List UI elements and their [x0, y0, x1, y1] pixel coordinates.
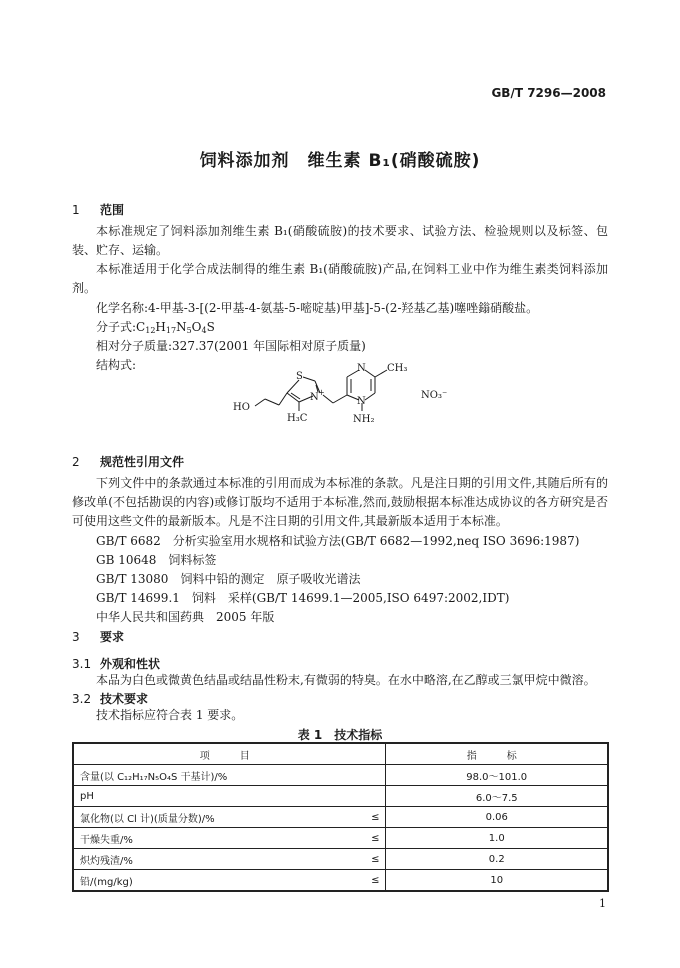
chemical-name: 化学名称:4-甲基-3-[(2-甲基-4-氨基-5-嘧啶基)甲基]-5-(2-羟基乙基)噻唑鎓硝酸盐。	[96, 301, 539, 315]
structural-formula-diagram	[225, 355, 465, 435]
table-caption: 表 1 技术指标	[297, 728, 383, 742]
column-header-value: 指 标	[386, 743, 608, 765]
row-value: 6.0～7.5	[386, 786, 608, 807]
reference-item: GB/T 6682 分析实验室用水规格和试验方法(GB/T 6682—1992,neq ISO 3696:1987)	[96, 534, 580, 548]
struct-plus-label: +	[318, 388, 325, 397]
row-value: 1.0	[386, 828, 608, 849]
row-operator	[334, 786, 386, 807]
section-1-paragraph-1: 本标准规定了饲料添加剂维生素 B₁(硝酸硫胺)的技术要求、试验方法、检验规则以及标签、包装、贮存、运输。	[72, 224, 608, 257]
table-row	[73, 828, 608, 849]
molecular-mass: 相对分子质量:327.37(2001 年国际相对原子质量)	[96, 339, 366, 353]
struct-s-label: S	[296, 371, 303, 382]
row-operator: ≤	[334, 870, 386, 892]
section-3-1-heading: 3.1 外观和性状	[72, 657, 161, 671]
struct-n2-label: N	[357, 396, 366, 407]
struct-n1-label: N	[357, 363, 366, 374]
section-3-1-text: 本品为白色或微黄色结晶或结晶性粉末,有微弱的特臭。在水中略溶,在乙醇或三氯甲烷中微溶。	[96, 673, 596, 687]
molecular-formula: 分子式$:C_{12}H_{17}N_5O_4S$	[96, 320, 215, 335]
table-row	[73, 765, 608, 786]
row-item-name: 氯化物(以 Cl 计)(质量分数)/%	[73, 807, 334, 828]
struct-h3c-label: H₃C	[287, 413, 308, 424]
reference-item: GB/T 14699.1 饲料 采样(GB/T 14699.1—2005,ISO 6497:2002,IDT)	[96, 591, 510, 605]
row-item-name: pH	[73, 786, 334, 807]
section-1-paragraph-2: 本标准适用于化学合成法制得的维生素 B₁(硝酸硫胺)产品,在饲料工业中作为维生素类饲料添加剂。	[72, 262, 608, 295]
row-operator: ≤	[334, 849, 386, 870]
struct-ho-label: HO	[233, 402, 250, 413]
structure-label: 结构式:	[96, 358, 137, 372]
section-2-heading: 2 规范性引用文件	[72, 455, 185, 469]
section-1-heading: 1 范围	[72, 203, 125, 217]
table-row	[73, 786, 608, 807]
section-3-2-heading: 3.2 技术要求	[72, 692, 149, 706]
struct-nplus-label: N	[310, 392, 319, 403]
reference-item: 中华人民共和国药典 2005 年版	[96, 610, 275, 624]
row-item-name: 干燥失重/%	[73, 828, 334, 849]
section-3-2-text: 技术指标应符合表 1 要求。	[96, 708, 244, 722]
reference-item: GB 10648 饲料标签	[96, 553, 217, 567]
row-operator	[334, 765, 386, 786]
table-header-row	[73, 743, 608, 765]
row-operator: ≤	[334, 807, 386, 828]
page-number: 1	[599, 897, 606, 910]
row-item-name: 铅/(mg/kg)	[73, 870, 334, 892]
table-row	[73, 870, 608, 892]
row-value: 98.0～101.0	[386, 765, 608, 786]
standard-number: GB/T 7296—2008	[491, 86, 606, 100]
row-item-name: 含量(以 C₁₂H₁₇N₅O₄S 干基计)/%	[73, 765, 334, 786]
document-title: 饲料添加剂 维生素 B₁(硝酸硫胺)	[199, 151, 481, 171]
section-3-heading: 3 要求	[72, 630, 125, 644]
table-row	[73, 849, 608, 870]
row-item-name: 炽灼残渣/%	[73, 849, 334, 870]
table-row	[73, 807, 608, 828]
row-value: 0.2	[386, 849, 608, 870]
row-value: 0.06	[386, 807, 608, 828]
section-2-paragraph: 下列文件中的条款通过本标准的引用而成为本标准的条款。凡是注日期的引用文件,其随后所有的修改单(不包括勘误的内容)或修订版均不适用于本标准,然而,鼓励根据本标准达成协议的各方研究是否可使用这些文件的最新版本。凡是不注日期的引用文件,其最新版本适用于本标准。	[72, 476, 608, 528]
reference-item: GB/T 13080 饲料中铅的测定 原子吸收光谱法	[96, 572, 361, 586]
row-value: 10	[386, 870, 608, 892]
struct-no3-label: NO₃⁻	[421, 390, 448, 401]
column-header-item: 项 目	[73, 743, 386, 765]
technical-indicators-table	[72, 742, 609, 892]
struct-nh2-label: NH₂	[353, 414, 375, 425]
row-operator: ≤	[334, 828, 386, 849]
struct-ch3-label: CH₃	[387, 363, 408, 374]
